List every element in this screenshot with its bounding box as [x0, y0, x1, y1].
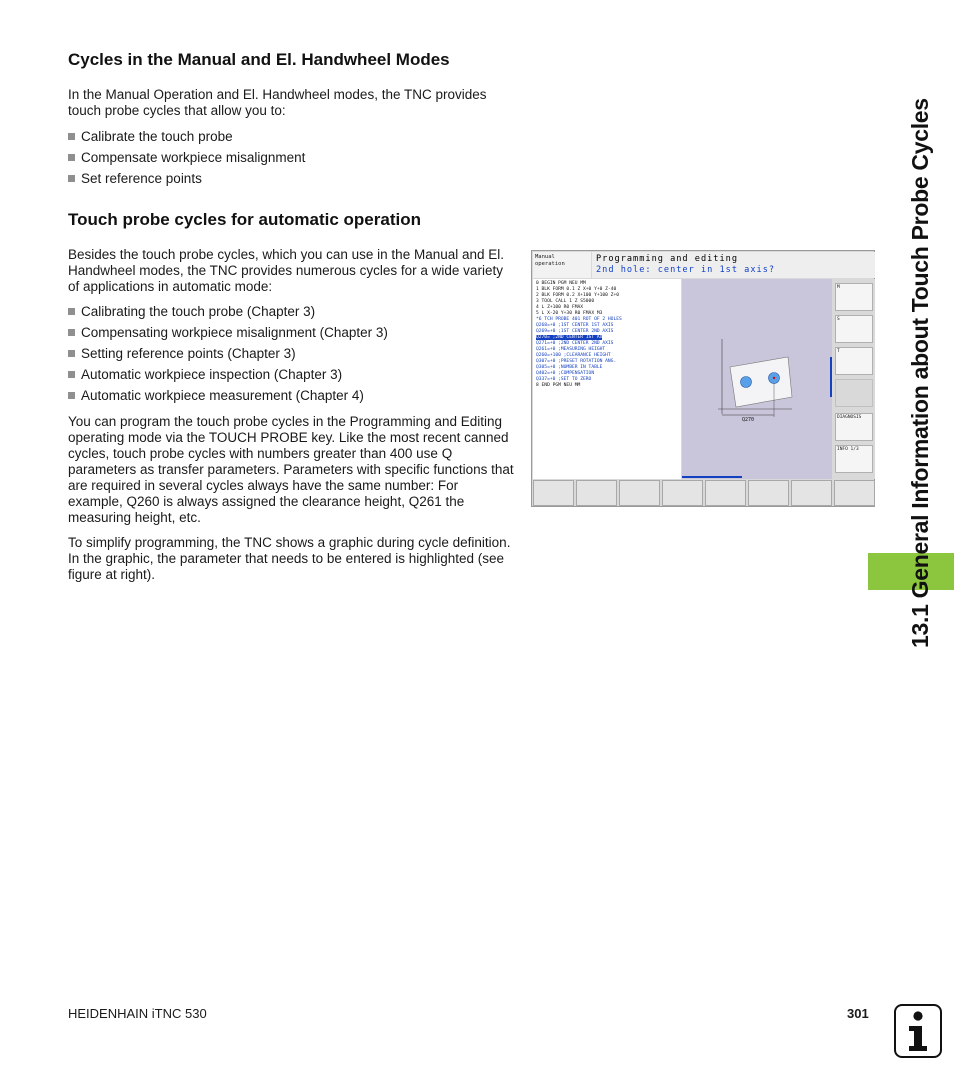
- softkey-5[interactable]: [705, 480, 746, 506]
- side-softkey-s[interactable]: S: [835, 315, 873, 343]
- list-item: Setting reference points (Chapter 3): [68, 343, 518, 364]
- list-item: Compensate workpiece misalignment: [68, 147, 518, 168]
- section2-intro: Besides the touch probe cycles, which you can use in the Manual and El. Handwheel modes, the TNC provides numerous cycles for a wide variety of applications in automatic mode:: [68, 247, 505, 294]
- mode-header: [592, 252, 875, 278]
- program-line: *6 TCH PROBE 401 ROT OF 2 HOLES: [536, 317, 622, 322]
- program-line: Q268=+0 ;1ST CENTER 1ST AXIS: [536, 323, 614, 328]
- list-item: Compensating workpiece misalignment (Chapter 3): [68, 322, 518, 343]
- side-softkey-empty[interactable]: [835, 379, 873, 407]
- program-line: Q271=+0 ;2ND CENTER 2ND AXIS: [536, 341, 614, 346]
- program-listing: [533, 279, 681, 479]
- program-line: 0 BEGIN PGM NEU MM: [536, 281, 586, 286]
- side-softkey-m[interactable]: M: [835, 283, 873, 311]
- list-item: Automatic workpiece inspection (Chapter 3): [68, 364, 518, 385]
- program-line: Q305=+0 ;NUMBER IN TABLE: [536, 365, 603, 370]
- program-line: Q402=+0 ;COMPENSATION: [536, 371, 595, 376]
- section2-para-graphic: To simplify programming, the TNC shows a graphic during cycle definition. In the graphic, the parameter that needs to be entered is highlighted (see figure at right).: [68, 535, 511, 582]
- info-icon: [894, 1004, 942, 1058]
- softkey-4[interactable]: [662, 480, 703, 506]
- vertical-softkey-bar: [833, 279, 875, 479]
- side-softkey-diagnosis[interactable]: DIAGNOSIS: [835, 413, 873, 441]
- program-line: Q337=+0 ;SET TO ZERO: [536, 377, 592, 382]
- program-line: Q269=+0 ;1ST CENTER 2ND AXIS: [536, 329, 614, 334]
- section1-bullet-list: [68, 126, 518, 189]
- program-line: 1 BLK FORM 0.1 Z X+0 Y+0 Z-40: [536, 287, 617, 292]
- program-line: 3 TOOL CALL 1 Z S5000: [536, 299, 595, 304]
- bullet-square-icon: [68, 154, 75, 161]
- dialog-prompt: 2nd hole: center in 1st axis?: [596, 265, 776, 275]
- section1-intro: In the Manual Operation and El. Handwheel modes, the TNC provides touch probe cycles that allow you to:: [68, 87, 487, 118]
- program-line-active: Q270= ;2ND CENTER 1ST AX: [536, 335, 603, 340]
- bullet-square-icon: [68, 308, 75, 315]
- bullet-square-icon: [68, 133, 75, 140]
- help-graphic: [682, 279, 832, 479]
- program-line: 2 BLK FORM 0.2 X+100 Y+100 Z+0: [536, 293, 619, 298]
- section2-para-programming: You can program the touch probe cycles in the Programming and Editing operating mode via the TOUCH PROBE key. Like the most recent canned cycles, touch probe cycles with numbers greater than 400 use Q parameters as transfer parameters. Parameters with specific functions that are required in several cycles always have the same number: For example, Q260 is always assigned the clearance height, Q261 the measuring height, etc.: [68, 414, 514, 525]
- program-line: Q261=+0 ;MEASURING HEIGHT: [536, 347, 606, 352]
- horizontal-softkey-bar: [533, 480, 875, 506]
- softkey-8[interactable]: [834, 480, 875, 506]
- workpiece-graphic: [682, 279, 832, 479]
- list-item: Calibrate the touch probe: [68, 126, 518, 147]
- bullet-square-icon: [68, 371, 75, 378]
- softkey-6[interactable]: [748, 480, 789, 506]
- bullet-square-icon: [68, 329, 75, 336]
- section-heading-automatic: Touch probe cycles for automatic operation: [68, 210, 421, 229]
- section2-bullet-list: [68, 301, 518, 406]
- program-line: 4 L Z+100 R0 FMAX: [536, 305, 584, 310]
- softkey-2[interactable]: [576, 480, 617, 506]
- mode-indicator: Manual operation: [533, 252, 591, 278]
- program-line: 8 END PGM NEU MM: [536, 383, 581, 388]
- side-softkey-t[interactable]: T: [835, 347, 873, 375]
- bullet-square-icon: [68, 175, 75, 182]
- bullet-square-icon: [68, 392, 75, 399]
- section-heading-manual-modes: Cycles in the Manual and El. Handwheel Modes: [68, 50, 450, 69]
- tnc-screenshot: [531, 250, 875, 507]
- side-softkey-info[interactable]: INFO 1/3: [835, 445, 873, 473]
- graphic-dimension-label: Q270: [742, 417, 755, 423]
- footer-product-name: HEIDENHAIN iTNC 530: [68, 1006, 207, 1021]
- list-item: Automatic workpiece measurement (Chapter 4): [68, 385, 518, 406]
- softkey-7[interactable]: [791, 480, 832, 506]
- program-line: Q260=+100 ;CLEARANCE HEIGHT: [536, 353, 611, 358]
- program-line: Q307=+0 ;PRESET ROTATION ANG.: [536, 359, 617, 364]
- list-item: Calibrating the touch probe (Chapter 3): [68, 301, 518, 322]
- softkey-1[interactable]: [533, 480, 574, 506]
- softkey-3[interactable]: [619, 480, 660, 506]
- list-item: Set reference points: [68, 168, 518, 189]
- mode-title: Programming and editing: [596, 254, 738, 264]
- bullet-square-icon: [68, 350, 75, 357]
- program-line: 5 L X-20 Y+30 R0 FMAX M3: [536, 311, 603, 316]
- page-number: 301: [847, 1006, 869, 1021]
